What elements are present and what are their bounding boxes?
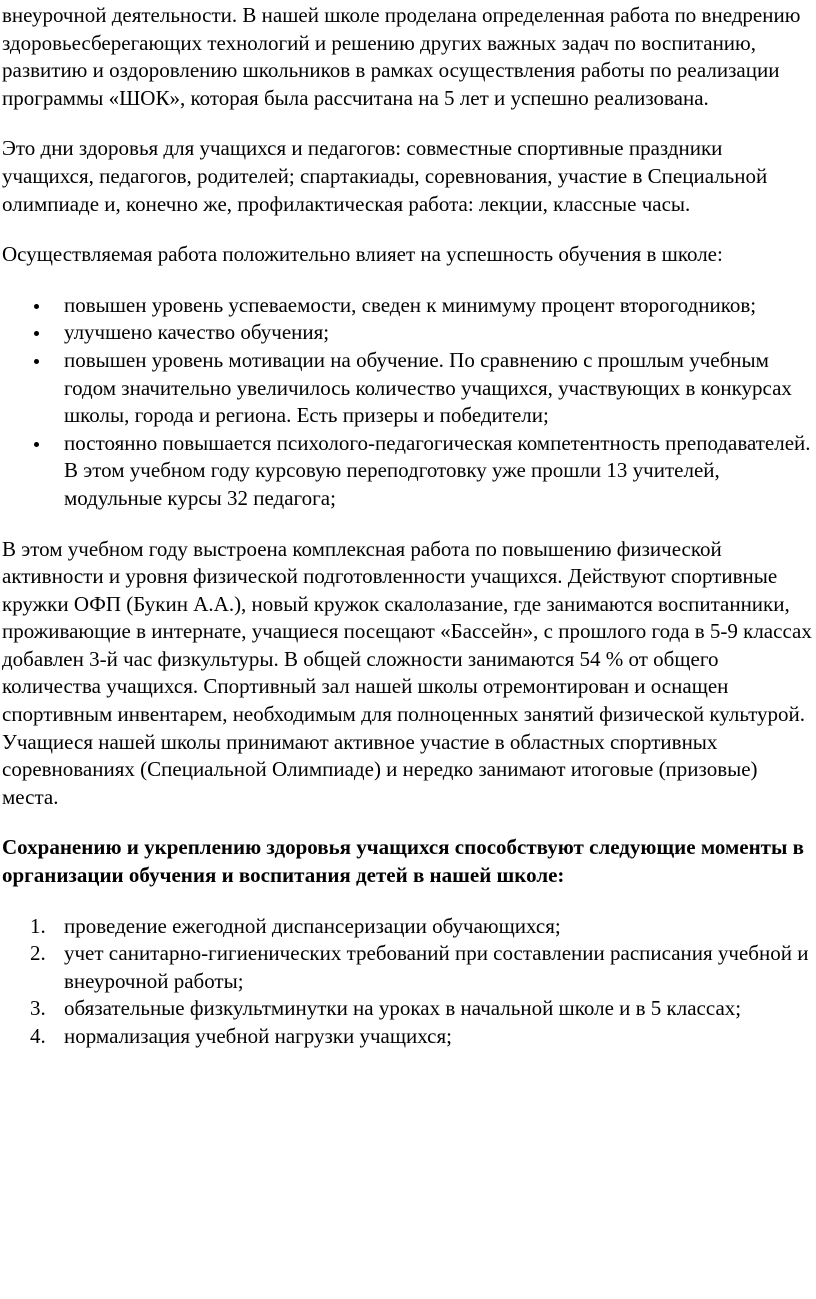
list-item: улучшено качество обучения; [64,319,814,347]
list-item [30,1023,814,1051]
numbered-list [2,913,814,1051]
list-number: 1. [30,913,46,938]
paragraph-influence: Осуществляемая работа положительно влияет на успешность обучения в школе: [2,242,723,267]
list-item-text: проведение ежегодной диспансеризации обучающихся; [64,913,561,938]
list-item [30,940,814,995]
list-item [30,913,814,941]
list-number: 4. [30,1024,46,1048]
paragraph-physical-activity: В этом учебном году выстроена комплексная работа по повышению физической активности и уровня физической подготовленности учащихся. Действуют спортивные кружки ОФП (Букин А.А.), новый кружок скалолазание, где занимаются воспитанники, проживающие в интернате, учащиеся посещают «Бассейн», с прошлого года в 5-9 классах добавлен 3-й час физкультуры. В общей сложности занимаются 54 % от общего количества учащихся. Спортивный зал нашей школы отремонтирован и оснащен спортивным инвентарем, необходимым для полноценных занятий физической культурой. Учащиеся нашей школы принимают активное участие в областных спортивных соревнованиях (Специальной Олимпиаде) и нередко занимают итоговые (призовые) места. [2,536,812,809]
list-item: постоянно повышается психолого-педагогическая компетентность преподавателей. В этом учебном году курсовую переподготовку уже прошли 13 учителей, модульные курсы 32 педагога; [64,430,814,513]
bullet-list [2,292,814,513]
list-item-text: обязательные физкультминутки на уроках в начальной школе и в 5 классах; [64,996,742,1021]
list-item [30,995,814,1023]
list-number: 3. [30,996,46,1021]
section-heading: Сохранению и укреплению здоровья учащихся способствуют следующие моменты в организации обучения и воспитания детей в нашей школе: [2,835,804,888]
list-item: повышен уровень мотивации на обучение. По сравнению с прошлым учебным годом значительно увеличилось количество учащихся, участвующих в конкурсах школы, города и региона. Есть призеры и победители; [64,347,814,430]
document-page [2,2,814,1074]
list-item: повышен уровень успеваемости, сведен к минимуму процент второгодников; [64,292,814,320]
list-item-text: учет санитарно-гигиенических требований при составлении расписания учебной и внеурочной работы; [64,941,809,993]
paragraph-intro: внеурочной деятельности. В нашей школе проделана определенная работа по внедрению здоровьесберегающих технологий и решению других важных задач по воспитанию, развитию и оздоровлению школьников в рамках осуществления работы по реализации программы «ШОК», которая была рассчитана на 5 лет и успешно реализована. [2,3,801,110]
paragraph-health-days: Это дни здоровья для учащихся и педагогов: совместные спортивные праздники учащихся, педагогов, родителей; спартакиады, соревнования, участие в Специальной олимпиаде и, конечно же, профилактическая работа: лекции, классные часы. [2,136,768,216]
list-number: 2. [30,941,46,966]
list-item-text: нормализация учебной нагрузки учащихся; [64,1024,452,1048]
